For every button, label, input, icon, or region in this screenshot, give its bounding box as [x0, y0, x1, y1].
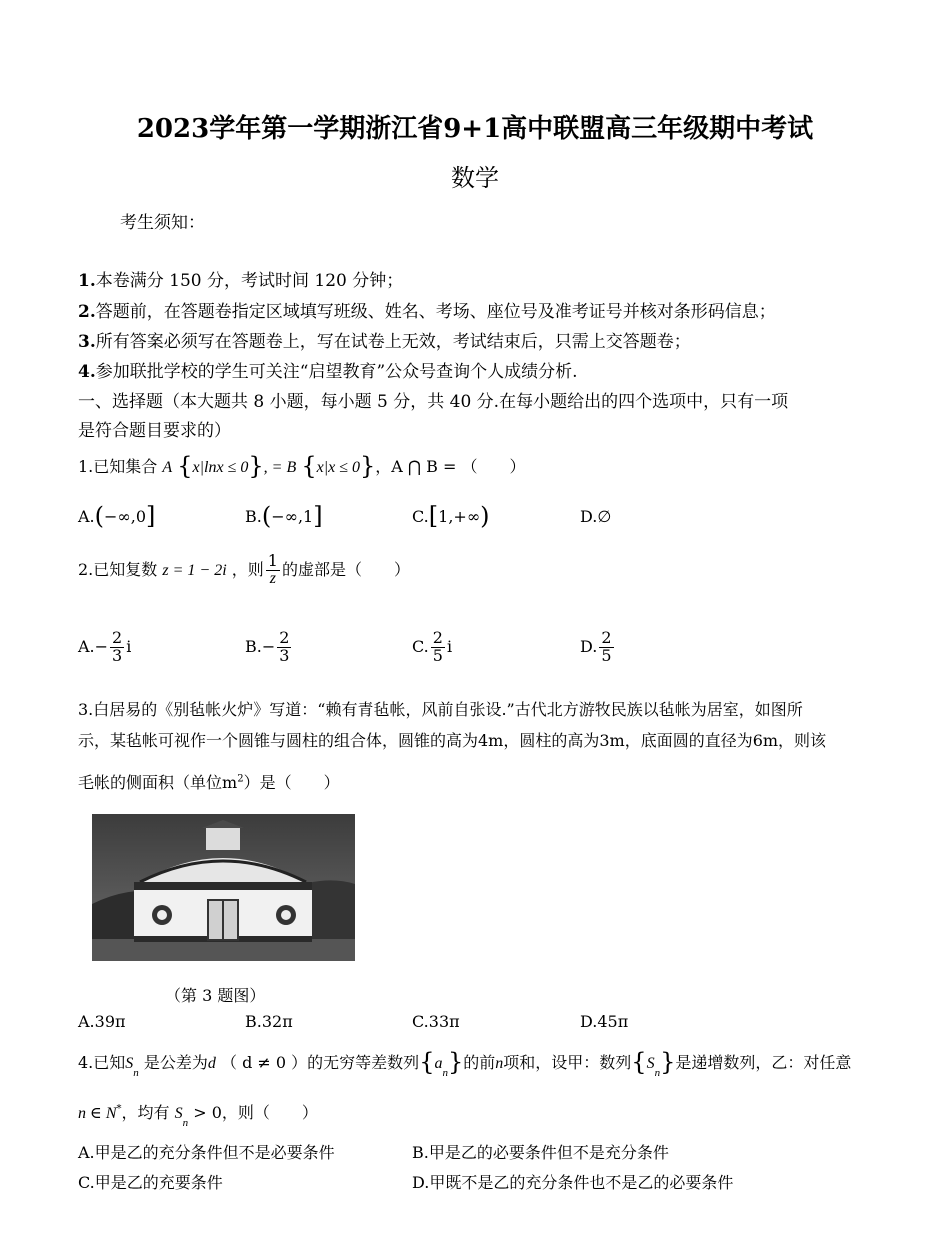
q1-option-b: B.(−∞,1] — [245, 502, 323, 530]
q4-option-b: B.甲是乙的必要条件但不是充分条件 — [412, 1143, 669, 1162]
q1-option-c: C.[1,+∞) — [412, 502, 490, 530]
q1-option-a: A.(−∞,0] — [78, 502, 156, 530]
exam-title: 2023学年第一学期浙江省9+1高中联盟高三年级期中考试 — [136, 114, 814, 144]
q2-option-c: C. $\frac{2}{5}$ i — [412, 628, 453, 665]
exam-subject: 数学 — [451, 164, 499, 192]
notice-item: 3.所有答案必须写在答题卷上，写在试卷上无效，考试结束后，只需上交答题卷； — [78, 332, 691, 352]
figure-caption: （第 3 题图） — [165, 986, 266, 1005]
question-4-line1: 4.已知$S_n$ 是公差为d （ d ≠ 0 ）的无穷等差数列$\{a_n\}$的前n项和，设甲：数列$\{S_n\}$是递增数列，乙：对任意 — [78, 1048, 852, 1079]
q3-option-d: D.45π — [580, 1012, 629, 1031]
question-1-stem: 1.已知集合 A {x|lnx ≤ 0}, = B {x|x ≤ 0}，A ⋂ B = （ ） — [78, 452, 526, 480]
q3-option-c: C.33π — [412, 1012, 460, 1031]
notice-item: 2.答题前，在答题卷指定区域填写班级、姓名、考场、座位号及准考证号并核对条形码信息； — [78, 302, 776, 322]
q3-option-b: B.32π — [245, 1012, 293, 1031]
q2-option-d: D. $\frac{2}{5}$ — [580, 628, 612, 665]
q1-option-d: D.∅ — [580, 507, 612, 526]
q4-option-a: A.甲是乙的充分条件但不是必要条件 — [78, 1143, 335, 1162]
section-heading-cont: 是符合题目要求的） — [78, 421, 231, 441]
question-3-line1: 3.白居易的《别毡帐火炉》写道：“赖有青毡帐，风前自张设.”古代北方游牧民族以毡帐为居室，如图所 — [78, 700, 803, 719]
question-3-line3: 毛帐的侧面积（单位$m^2$）是（ ） — [78, 773, 340, 792]
q2-option-a: A.− $\frac{2}{3}$ i — [78, 628, 132, 665]
q3-option-a: A.39π — [78, 1012, 126, 1031]
notice-item: 1.本卷满分 150 分，考试时间 120 分钟； — [78, 271, 404, 291]
section-heading: 一、选择题（本大题共 8 小题，每小题 5 分，共 40 分.在每小题给出的四个选项中，只有一项 — [78, 392, 789, 412]
q2-option-b: B.− $\frac{2}{3}$ — [245, 628, 290, 665]
notice-item: 4.参加联批学校的学生可关注“启望教育”公众号查询个人成绩分析. — [78, 362, 578, 382]
yurt-photo — [92, 814, 355, 961]
question-3-line2: 示，某毡帐可视作一个圆锥与圆柱的组合体，圆锥的高为4m，圆柱的高为3m，底面圆的直径为6m，则该 — [78, 731, 827, 750]
q4-option-c: C.甲是乙的充要条件 — [78, 1173, 223, 1192]
question-2-stem: 2.已知复数 z = 1 − 2i ，则 $\frac{1}{z}$ 的虚部是（ ） — [78, 551, 410, 587]
notice-heading: 考生须知： — [120, 213, 205, 233]
q4-option-d: D.甲既不是乙的充分条件也不是乙的必要条件 — [412, 1173, 734, 1192]
question-4-line2: n ∈ N*，均有 $S_n > 0$，则（ ） — [78, 1103, 318, 1129]
